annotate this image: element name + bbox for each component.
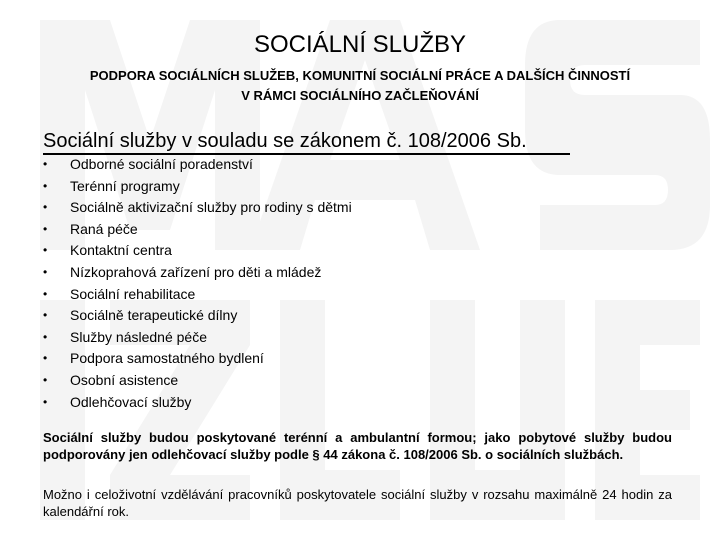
list-item [43,305,352,327]
paragraph-forms-of-services: Sociální služby budou poskytované terénní a ambulantní formou; jako pobytové služby budou podporovány jen odlehčovací služby podle § 44 zákona č. 108/2006 Sb. o sociálních službách. [43,430,672,462]
paragraph-lifelong-learning: Možno i celoživotní vzdělávání pracovníků poskytovatele sociální služby v rozsahu maximálně 24 hodin za kalendářní rok. [43,487,672,519]
list-item [43,262,352,284]
list-item [43,176,352,198]
bullet-icon: • [43,178,48,193]
subtitle-line-2: V RÁMCI SOCIÁLNÍHO ZAČLEŇOVÁNÍ [241,88,479,103]
list-item-label: Odlehčovací služby [70,393,192,410]
list-item-label: Raná péče [70,220,138,237]
bullet-icon: • [43,394,48,409]
subtitle-line-1: PODPORA SOCIÁLNÍCH SLUŽEB, KOMUNITNÍ SOCIÁLNÍ PRÁCE A DALŠÍCH ČINNOSTÍ [89,68,631,83]
list-item-label: Sociální rehabilitace [70,285,196,302]
list-item [43,154,352,176]
list-item-label: Terénní programy [70,177,180,194]
list-item [43,370,352,392]
bullet-icon: • [43,372,48,387]
slide-title: SOCIÁLNÍ SLUŽBY [253,31,467,58]
bullet-icon: • [43,264,48,279]
list-item [43,284,352,306]
bullet-icon: • [43,286,48,301]
bullet-icon: • [43,200,48,215]
slide-subtitle [40,66,680,106]
list-item-label: Kontaktní centra [70,242,172,259]
list-item [43,219,352,241]
bullet-icon: • [43,308,48,323]
section-heading: Sociální služby v souladu se zákonem č. 108/2006 Sb. [43,130,527,152]
list-item [43,327,352,349]
bullet-icon: • [43,157,48,171]
list-item [43,348,352,370]
list-item-label: Sociálně terapeutické dílny [70,307,238,324]
bullet-icon: • [43,221,48,236]
list-item-label: Osobní asistence [70,371,179,388]
list-item-label: Odborné sociální poradenství [70,156,253,172]
list-item-label: Sociálně aktivizační služby pro rodiny s dětmi [70,199,352,216]
list-item [43,197,352,219]
bullet-icon: • [43,243,48,258]
service-list [43,154,352,413]
bullet-icon: • [43,351,48,366]
list-item-label: Nízkoprahová zařízení pro děti a mládež [70,263,322,280]
list-item-label: Podpora samostatného bydlení [70,350,264,367]
bullet-icon: • [43,329,48,344]
list-item [43,240,352,262]
list-item-label: Služby následné péče [70,328,207,345]
list-item [43,392,352,414]
